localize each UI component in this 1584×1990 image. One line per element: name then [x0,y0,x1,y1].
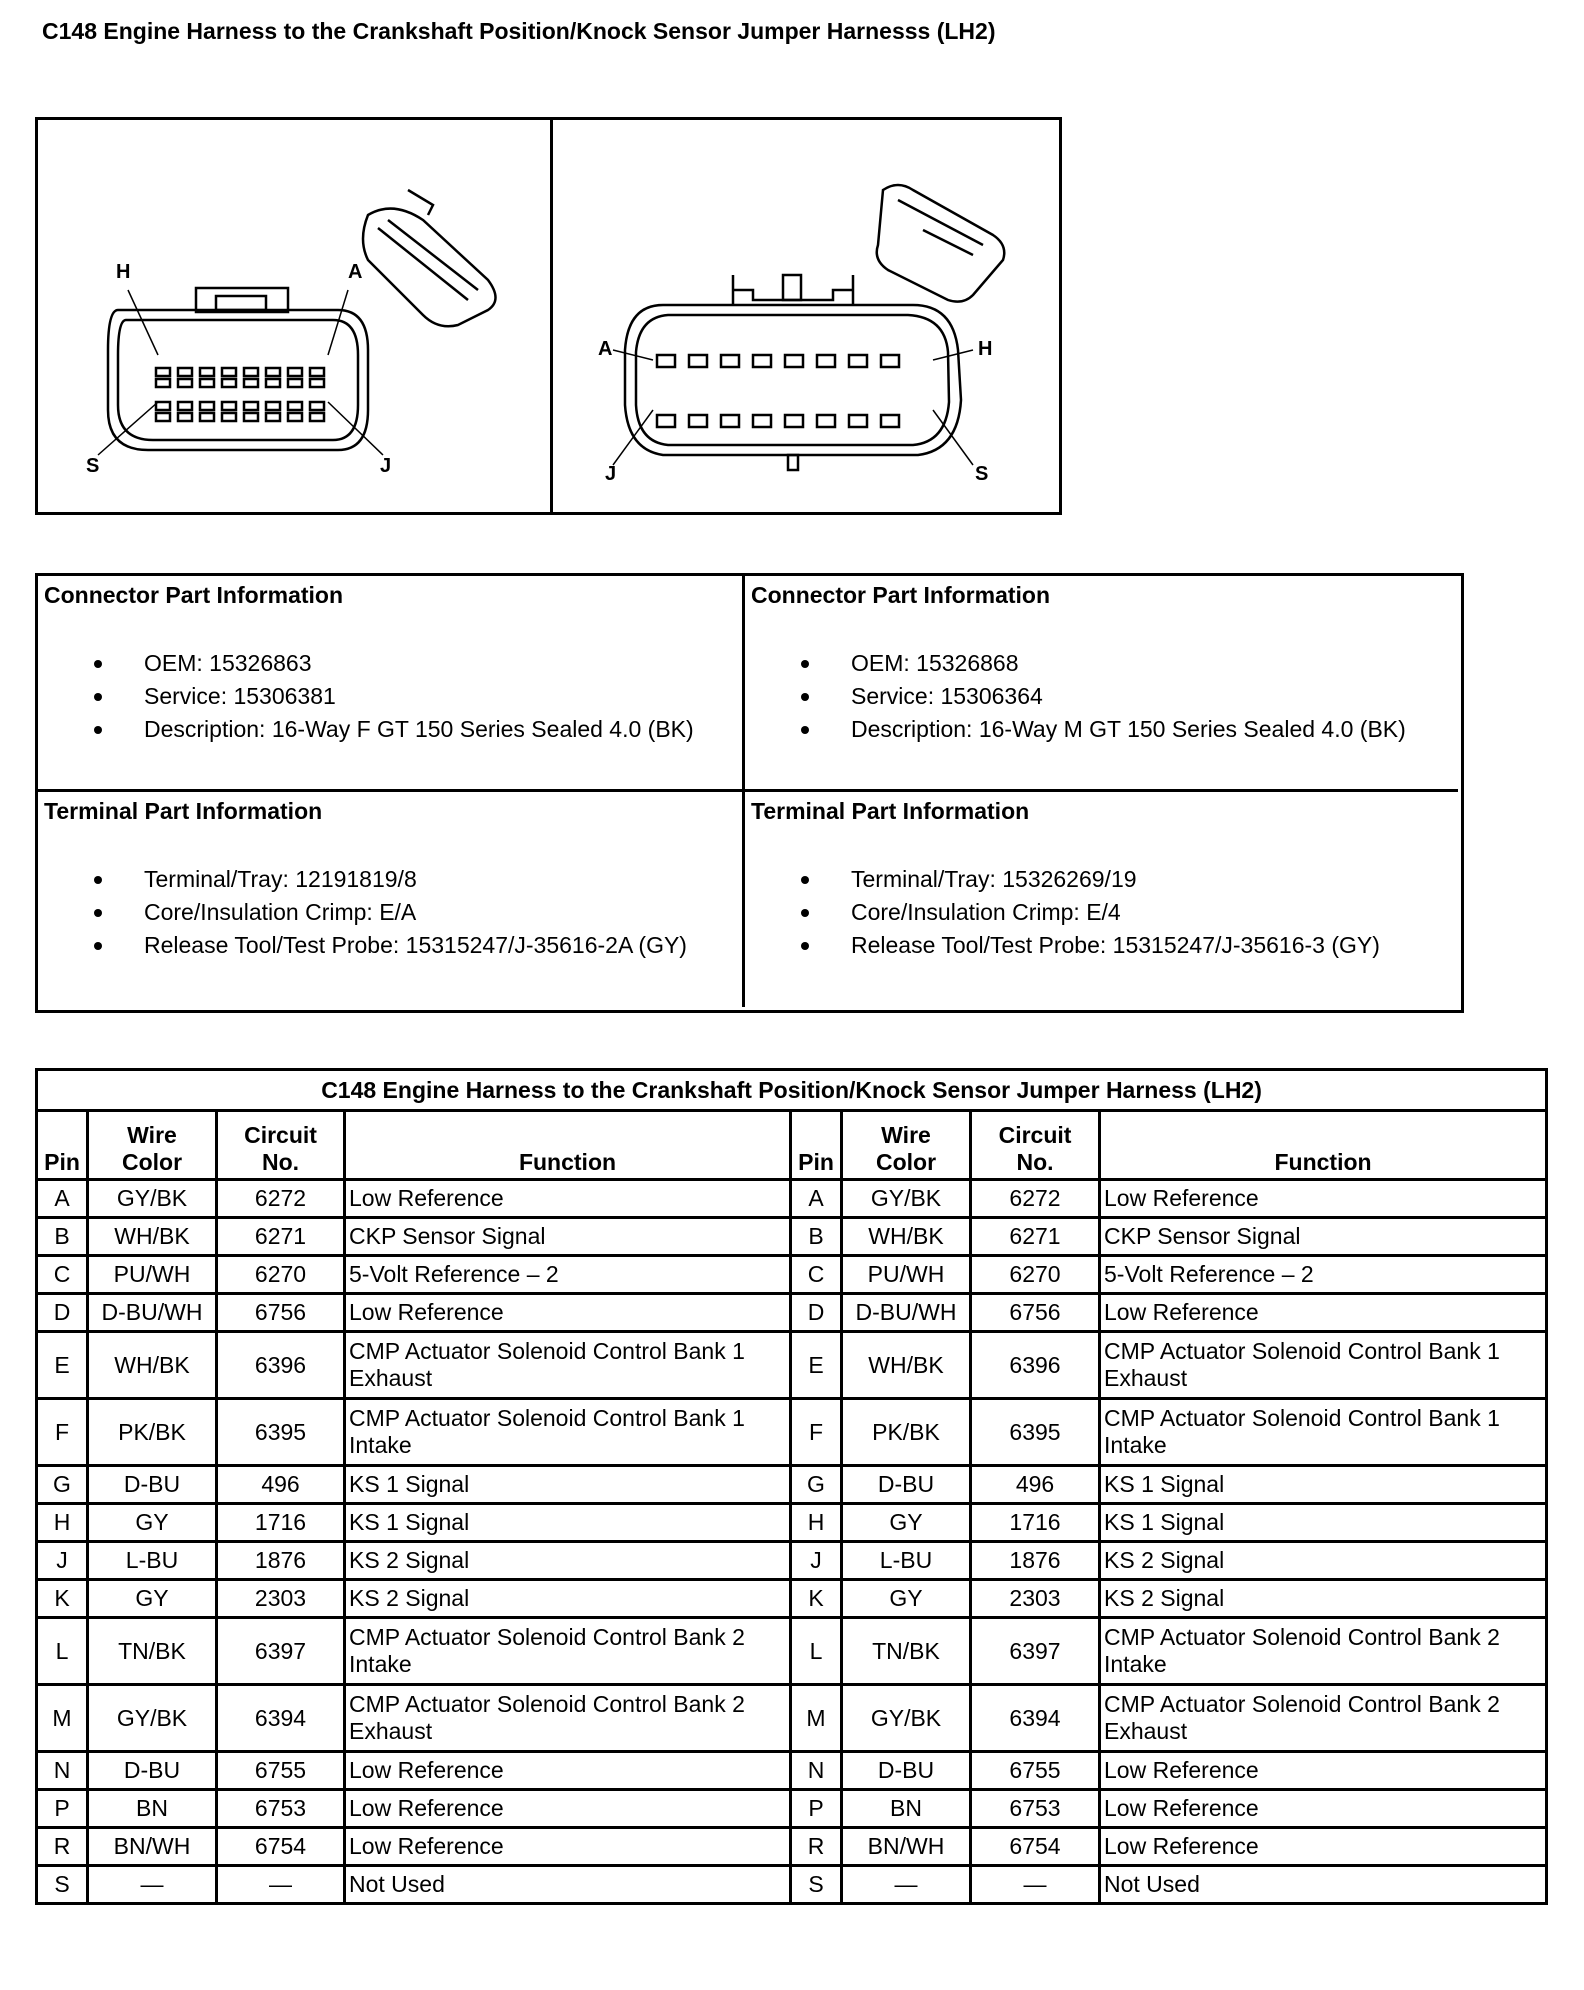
table-row [37,1542,1547,1580]
cell-circuit-no: 6396 [217,1332,345,1399]
header-function: Function [345,1111,791,1180]
cell-pin: H [37,1504,88,1542]
cell-circuit-no: 496 [217,1466,345,1504]
cell-function: Low Reference [1100,1752,1547,1790]
table-row [37,1752,1547,1790]
cell-wire-color: D-BU [88,1466,217,1504]
info-item: Core/Insulation Crimp: E/4 [851,896,1452,929]
table-row [37,1504,1547,1542]
table-row [37,1466,1547,1504]
header-circuit-no: Circuit No. [971,1111,1100,1180]
table-row [37,1180,1547,1218]
cell-wire-color: GY [842,1504,971,1542]
pin-cavity [310,402,324,410]
cell-circuit-no: 6270 [217,1256,345,1294]
table-row [37,1618,1547,1685]
cell-pin: A [791,1180,842,1218]
cell-circuit-no: 6397 [971,1618,1100,1685]
cell-function: CKP Sensor Signal [345,1218,791,1256]
pin-terminal [657,355,675,367]
cell-circuit-no: 6755 [217,1752,345,1790]
cell-function: Low Reference [1100,1828,1547,1866]
pin-cavity [266,368,280,376]
connector-info-left [38,576,745,792]
cell-function: CMP Actuator Solenoid Control Bank 1 Exhaust [345,1332,791,1399]
cell-function: CMP Actuator Solenoid Control Bank 2 Exhaust [1100,1685,1547,1752]
cell-function: CMP Actuator Solenoid Control Bank 1 Exhaust [1100,1332,1547,1399]
cell-function: CMP Actuator Solenoid Control Bank 2 Intake [345,1618,791,1685]
cell-circuit-no: 6397 [217,1618,345,1685]
cell-function: Low Reference [1100,1790,1547,1828]
cell-wire-color: PU/WH [842,1256,971,1294]
cell-pin: N [37,1752,88,1790]
cell-pin: C [791,1256,842,1294]
pin-cavity [288,368,302,376]
cell-function: KS 1 Signal [1100,1466,1547,1504]
info-item: OEM: 15326868 [851,647,1452,680]
cell-wire-color: WH/BK [842,1332,971,1399]
cell-function: Low Reference [345,1752,791,1790]
cell-circuit-no: — [217,1866,345,1904]
cell-pin: G [791,1466,842,1504]
pin-terminal [785,355,803,367]
pin-terminal [689,415,707,427]
pin-terminal [817,355,835,367]
cell-function: KS 1 Signal [345,1504,791,1542]
cell-pin: A [37,1180,88,1218]
cell-wire-color: GY/BK [88,1180,217,1218]
pin-terminal [657,415,675,427]
cell-circuit-no: 1876 [217,1542,345,1580]
pin-cavity [310,368,324,376]
cell-function: CMP Actuator Solenoid Control Bank 1 Intake [1100,1399,1547,1466]
cell-circuit-no: 6270 [971,1256,1100,1294]
header-wire-color: Wire Color [842,1111,971,1180]
cell-function: Low Reference [345,1790,791,1828]
cell-pin: K [791,1580,842,1618]
pin-cavity [244,368,258,376]
cell-wire-color: GY/BK [88,1685,217,1752]
cell-function: KS 1 Signal [1100,1504,1547,1542]
cell-circuit-no: 496 [971,1466,1100,1504]
pin-terminal [721,415,739,427]
cell-function: Not Used [1100,1866,1547,1904]
pin-cavity [200,368,214,376]
cell-circuit-no: 6394 [217,1685,345,1752]
table-row [37,1218,1547,1256]
cell-wire-color: WH/BK [88,1218,217,1256]
cell-pin: D [791,1294,842,1332]
pin-cavity [244,413,258,421]
info-item: Description: 16-Way M GT 150 Series Sealed 4.0 (BK) [851,713,1452,746]
cell-pin: C [37,1256,88,1294]
pin-cavity [222,379,236,387]
pin-cavity [200,402,214,410]
cell-pin: B [37,1218,88,1256]
cell-circuit-no: 6271 [971,1218,1100,1256]
cell-pin: P [791,1790,842,1828]
page-title: C148 Engine Harness to the Crankshaft Position/Knock Sensor Jumper Harnesss (LH2) [42,18,996,44]
section-heading: Connector Part Information [751,582,1051,608]
cell-wire-color: GY [88,1504,217,1542]
cell-function: Not Used [345,1866,791,1904]
pin-cavity [244,402,258,410]
pin-cavity [178,413,192,421]
cell-circuit-no: 6394 [971,1685,1100,1752]
table-row [37,1828,1547,1866]
pin-cavity [288,413,302,421]
terminal-info-left [38,792,745,1007]
pin-terminal [689,355,707,367]
section-heading: Connector Part Information [44,582,344,608]
table-row [37,1685,1547,1752]
info-item: Release Tool/Test Probe: 15315247/J-35616-2A (GY) [144,929,736,962]
pin-terminal [753,355,771,367]
cell-function: KS 2 Signal [345,1542,791,1580]
info-item: OEM: 15326863 [144,647,736,680]
table-row [37,1294,1547,1332]
connector-diagrams [35,117,1062,515]
pin-terminal [785,415,803,427]
pin-cavity [178,402,192,410]
pin-cavity [200,413,214,421]
header-pin: Pin [37,1111,88,1180]
pin-label-h: H [978,338,993,360]
cell-pin: R [791,1828,842,1866]
cell-wire-color: BN/WH [842,1828,971,1866]
pin-cavity [266,402,280,410]
pin-label-a: A [598,338,613,360]
table-row [37,1580,1547,1618]
cell-circuit-no: 6271 [217,1218,345,1256]
info-item: Description: 16-Way F GT 150 Series Sealed 4.0 (BK) [144,713,736,746]
table-row [37,1399,1547,1466]
female-connector-illustration [38,120,547,512]
cell-circuit-no: 6755 [971,1752,1100,1790]
cell-wire-color: BN/WH [88,1828,217,1866]
header-pin: Pin [791,1111,842,1180]
pin-cavity [310,379,324,387]
cell-function: Low Reference [345,1180,791,1218]
cell-wire-color: BN [88,1790,217,1828]
cell-pin: S [791,1866,842,1904]
pin-label-j: J [605,463,617,485]
cell-pin: J [37,1542,88,1580]
table-row [37,1256,1547,1294]
cell-pin: K [37,1580,88,1618]
pin-cavity [156,413,170,421]
pin-terminal [721,355,739,367]
cell-pin: N [791,1752,842,1790]
header-function: Function [1100,1111,1547,1180]
info-item: Release Tool/Test Probe: 15315247/J-35616-3 (GY) [851,929,1452,962]
pin-cavity [288,402,302,410]
cell-circuit-no: 6272 [217,1180,345,1218]
pin-cavity [178,368,192,376]
table-caption: C148 Engine Harness to the Crankshaft Position/Knock Sensor Jumper Harness (LH2) [37,1070,1547,1111]
cell-wire-color: WH/BK [88,1332,217,1399]
cell-pin: H [791,1504,842,1542]
pin-cavity [222,402,236,410]
pin-cavity [310,413,324,421]
cell-pin: M [791,1685,842,1752]
pin-label-s: S [86,455,100,477]
cell-function: CMP Actuator Solenoid Control Bank 2 Exhaust [345,1685,791,1752]
pin-terminal [817,415,835,427]
cell-wire-color: PK/BK [88,1399,217,1466]
terminal-info-right [745,792,1458,1007]
section-heading: Terminal Part Information [44,798,323,824]
cell-function: Low Reference [345,1828,791,1866]
cell-pin: R [37,1828,88,1866]
info-item: Terminal/Tray: 12191819/8 [144,863,736,896]
cell-wire-color: L-BU [842,1542,971,1580]
table-row [37,1790,1547,1828]
header-wire-color: Wire Color [88,1111,217,1180]
cell-circuit-no: 6395 [971,1399,1100,1466]
cell-function: 5-Volt Reference – 2 [1100,1256,1547,1294]
cell-wire-color: TN/BK [842,1618,971,1685]
pin-cavity [222,368,236,376]
cell-circuit-no: 6753 [217,1790,345,1828]
cell-circuit-no: 6754 [217,1828,345,1866]
pin-label-s: S [975,463,989,485]
pin-terminal [849,355,867,367]
cell-circuit-no: 6396 [971,1332,1100,1399]
pin-terminal [881,355,899,367]
cell-circuit-no: 2303 [971,1580,1100,1618]
cell-wire-color: D-BU [842,1466,971,1504]
cell-pin: M [37,1685,88,1752]
cell-wire-color: L-BU [88,1542,217,1580]
cell-pin: F [37,1399,88,1466]
cell-function: CKP Sensor Signal [1100,1218,1547,1256]
cell-pin: E [791,1332,842,1399]
cell-circuit-no: 2303 [217,1580,345,1618]
cell-wire-color: D-BU [842,1752,971,1790]
cell-wire-color: TN/BK [88,1618,217,1685]
pin-cavity [222,413,236,421]
cell-function: KS 1 Signal [345,1466,791,1504]
cell-circuit-no: 6756 [217,1294,345,1332]
cell-pin: D [37,1294,88,1332]
pinout-table [35,1068,1548,1905]
cell-pin: B [791,1218,842,1256]
pin-cavity [156,379,170,387]
pin-cavity [156,368,170,376]
pin-cavity [156,402,170,410]
cell-function: KS 2 Signal [1100,1580,1547,1618]
pin-terminal [753,415,771,427]
cell-circuit-no: 6754 [971,1828,1100,1866]
info-item: Terminal/Tray: 15326269/19 [851,863,1452,896]
cell-wire-color: GY/BK [842,1180,971,1218]
cell-function: CMP Actuator Solenoid Control Bank 2 Intake [1100,1618,1547,1685]
cell-circuit-no: 1716 [217,1504,345,1542]
male-connector-diagram [550,120,1062,512]
cell-pin: F [791,1399,842,1466]
cell-pin: S [37,1866,88,1904]
pin-terminal [881,415,899,427]
pin-terminal [849,415,867,427]
cell-circuit-no: 6756 [971,1294,1100,1332]
cell-function: KS 2 Signal [345,1580,791,1618]
info-item: Service: 15306381 [144,680,736,713]
part-information-table [35,573,1464,1013]
cell-function: KS 2 Signal [1100,1542,1547,1580]
pin-cavity [244,379,258,387]
cell-wire-color: WH/BK [842,1218,971,1256]
cell-circuit-no: 1876 [971,1542,1100,1580]
cell-pin: P [37,1790,88,1828]
cell-wire-color: D-BU/WH [842,1294,971,1332]
cell-wire-color: GY [88,1580,217,1618]
cell-function: Low Reference [1100,1294,1547,1332]
female-connector-diagram [38,120,547,512]
cell-wire-color: BN [842,1790,971,1828]
pin-cavity [200,379,214,387]
pin-cavity [288,379,302,387]
pin-cavity [266,413,280,421]
cell-function: 5-Volt Reference – 2 [345,1256,791,1294]
cell-circuit-no: 1716 [971,1504,1100,1542]
cell-function: CMP Actuator Solenoid Control Bank 1 Intake [345,1399,791,1466]
pin-label-j: J [380,455,392,477]
header-circuit-no: Circuit No. [217,1111,345,1180]
cell-wire-color: D-BU/WH [88,1294,217,1332]
male-connector-illustration [553,120,1062,512]
cell-circuit-no: 6272 [971,1180,1100,1218]
table-row [37,1332,1547,1399]
cell-wire-color: PU/WH [88,1256,217,1294]
table-row [37,1866,1547,1904]
cell-pin: J [791,1542,842,1580]
cell-circuit-no: — [971,1866,1100,1904]
cell-wire-color: GY [842,1580,971,1618]
cell-wire-color: — [88,1866,217,1904]
cell-wire-color: D-BU [88,1752,217,1790]
pin-cavity [178,379,192,387]
info-item: Service: 15306364 [851,680,1452,713]
cell-wire-color: GY/BK [842,1685,971,1752]
pin-label-a: A [348,261,363,283]
cell-circuit-no: 6395 [217,1399,345,1466]
cell-pin: E [37,1332,88,1399]
section-heading: Terminal Part Information [751,798,1030,824]
connector-info-right [745,576,1458,792]
cell-function: Low Reference [345,1294,791,1332]
pin-label-h: H [116,261,131,283]
cell-pin: L [37,1618,88,1685]
cell-pin: G [37,1466,88,1504]
cell-wire-color: — [842,1866,971,1904]
cell-function: Low Reference [1100,1180,1547,1218]
pin-cavity [266,379,280,387]
info-item: Core/Insulation Crimp: E/A [144,896,736,929]
cell-circuit-no: 6753 [971,1790,1100,1828]
cell-wire-color: PK/BK [842,1399,971,1466]
cell-pin: L [791,1618,842,1685]
